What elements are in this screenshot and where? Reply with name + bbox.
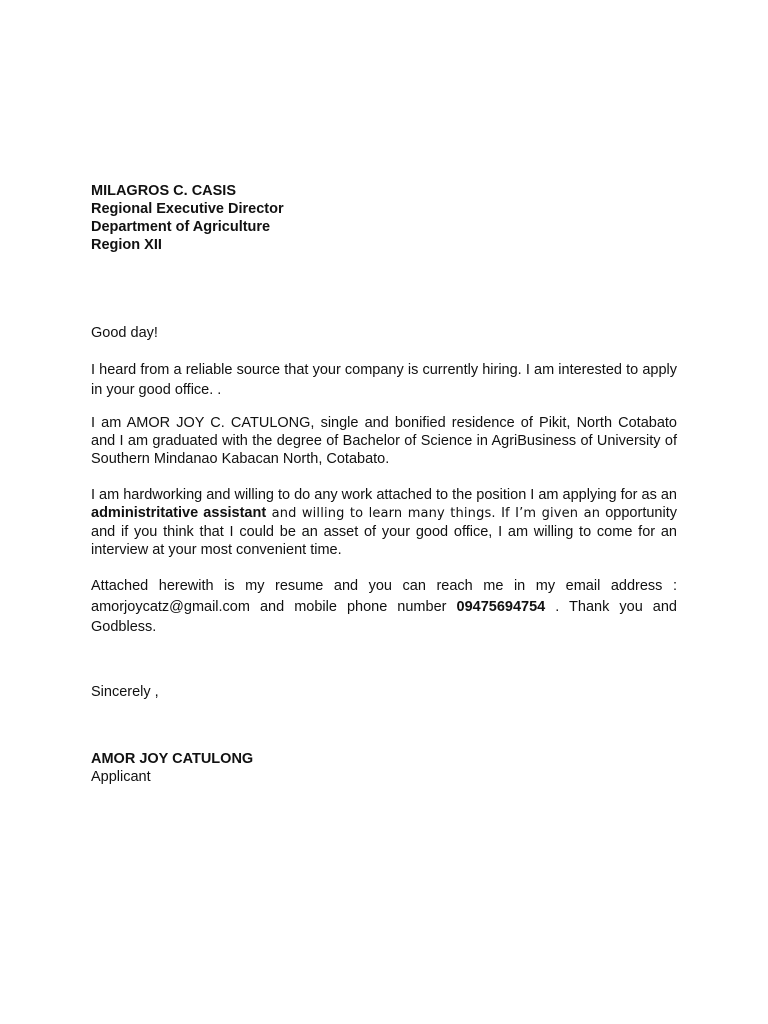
addressee-block xyxy=(91,182,491,254)
signature-name: AMOR JOY CATULONG xyxy=(91,751,254,767)
phone-number: 09475694754 xyxy=(456,598,546,615)
paragraph-position xyxy=(91,486,677,559)
paragraph-contact xyxy=(91,576,677,638)
addressee-department: Department of Agriculture xyxy=(91,219,271,235)
position-text-1: I am hardworking and willing to do any work attached to the position I am applying for as an xyxy=(91,487,677,503)
contact-text-1: Attached herewith is my resume and you can reach me in my email address : amorjoycatz@gmail.com and mobile phone number xyxy=(91,578,677,615)
position-text-2: and willing to learn many things. If I’m given an xyxy=(266,506,601,521)
contact-text-2: . Thank you and Godbless. xyxy=(91,598,677,635)
paragraph-background: I am AMOR JOY C. CATULONG, single and bonified residence of Pikit, North Cotabato and I am graduated with the degree of Bachelor of Science in AgriBusiness of University of Southern Mindanao Kabacan North, Cotabato. xyxy=(91,415,677,467)
addressee-region: Region XII xyxy=(91,237,162,253)
position-name: administritative assistant xyxy=(91,505,267,521)
addressee-name: MILAGROS C. CASIS xyxy=(91,183,237,199)
signature-title: Applicant xyxy=(91,769,151,785)
greeting: Good day! xyxy=(91,325,158,341)
addressee-title: Regional Executive Director xyxy=(91,201,284,217)
closing: Sincerely , xyxy=(91,684,159,700)
paragraph-intro: I heard from a reliable source that your company is currently hiring. I am interested to apply in your good office. . xyxy=(91,362,677,398)
position-text-3: opportunity and if you think that I could be an asset of your good office, I am willing to come for an interview at your most convenient time. xyxy=(91,505,677,558)
